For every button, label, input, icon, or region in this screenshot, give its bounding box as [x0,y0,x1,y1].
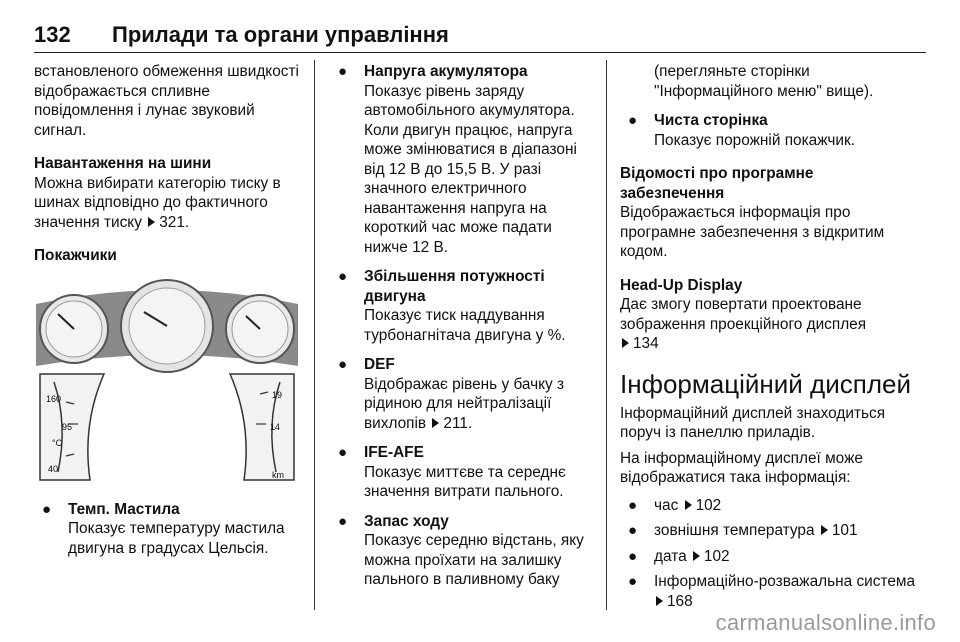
page-ref-arrow-icon [622,338,629,348]
list-item: ● Інформаційно-розважальна система 168 [628,573,916,610]
intro-paragraph: встановленого обмеження швидкості відображається спливне повідомлення і лунає звуковий сигнал. [34,63,299,139]
list-item: ● IFE-AFE Показує миттєве та середнє значення витрати пального. [338,444,566,500]
column-2 [330,62,598,600]
gauges-heading: Покажчики [34,247,117,264]
page-ref-arrow-icon [148,217,155,227]
bullet-icon: ● [628,496,638,514]
page-ref-link[interactable]: 211. [443,414,473,432]
bullet-icon: ● [338,63,348,80]
list-item: ● час 102 [628,496,722,514]
list-item: ● дата 102 [628,547,730,565]
page-header [34,18,926,53]
page-ref-arrow-icon [656,596,663,606]
column-divider [606,60,607,610]
bullet-icon: ● [628,573,638,590]
page-ref-arrow-icon [685,500,692,510]
bullet-title: Темп. Мастила [68,500,180,518]
hud-heading: Head-Up Display [620,276,743,294]
list-item: ● Запас ходу Показує середню відстань, яку можна проїхати на залишку пального в паливному баку [338,512,584,588]
gauge-label: 19 [272,389,283,400]
list-item: ● Збільшення потужності двигуна Показує тиск наддування турбонагнітача двигуна у %. [338,268,566,344]
bullet-text: Показує температуру мастила двигуна в градусах Цельсія. [68,520,285,557]
bullet-icon: ● [338,356,348,373]
column-divider [314,60,315,610]
gauge-label: °C [52,437,63,448]
info-paragraph: На інформаційному дисплеї може відображатися така інформація: [620,449,863,486]
software-paragraph: Відображається інформація про програмне забезпечення з відкритим кодом. [620,204,885,260]
page-ref-link[interactable]: 102 [703,547,730,565]
page-ref-link[interactable]: 321. [159,213,190,231]
page-title: Прилади та органи управління [112,22,449,47]
bullet-icon: ● [628,522,638,539]
bullet-icon: ● [628,112,638,129]
bullet-icon: ● [628,547,638,565]
page-number: 132 [34,22,71,47]
list-item-continued: (перегляньте сторінки "Інформаційного меню" вище). [654,63,874,100]
watermark: carmanualsonline.info [715,610,936,635]
column-1 [34,62,302,568]
section-heading: Інформаційний дисплей [620,368,911,399]
page-ref-link[interactable]: 134 [633,335,659,352]
column-3 [620,62,920,617]
gauge-label: 40 [48,463,59,474]
gauge-label: 160 [46,393,62,404]
tyre-heading: Навантаження на шини [34,155,212,172]
tyre-paragraph: Можна вибирати категорію тиску в шинах відповідно до фактичного значення тиску 321. [34,174,281,231]
software-heading: Відомості про програмне забезпечення [620,165,814,202]
gauge-label: 14 [270,421,281,432]
page-ref-arrow-icon [821,525,828,535]
page-ref-link[interactable]: 168 [667,592,693,610]
list-item: ● Напруга акумулятора Показує рівень заряду автомобільного акумулятора. Коли двигун працює, напруга може змінюватися в діапазоні від 12 В до 15,5 В. У разі значного електричного навантаження напруга на короткий час може падати нижче 12 В. [338,63,577,256]
hud-paragraph: Дає змогу повертати проектоване зображення проекційного дисплея 134 [620,296,867,352]
list-item: ● Чиста сторінка Показує порожній покажчик. [628,112,855,149]
bullet-icon: ● [338,512,348,530]
page-ref-arrow-icon [432,418,439,428]
instrument-cluster-svg [34,274,300,486]
gauge-label: km [272,469,284,480]
bullet-icon: ● [338,268,348,285]
info-paragraph: Інформаційний дисплей знаходиться поруч із панеллю приладів. [620,404,886,441]
bullet-icon: ● [338,444,348,461]
gauge-label: 95 [62,421,73,432]
page-ref-link[interactable]: 101 [831,522,858,539]
page-ref-link[interactable]: 102 [695,496,722,514]
bullet-icon: ● [42,500,52,518]
page-ref-arrow-icon [693,551,700,561]
list-item [34,500,302,559]
list-item: ● DEF Відображає рівень у бачку з рідиною для нейтралізації вихлопів 211. [338,356,565,432]
instrument-cluster-illustration [34,274,300,486]
list-item: ● зовнішня температура 101 [628,522,858,539]
